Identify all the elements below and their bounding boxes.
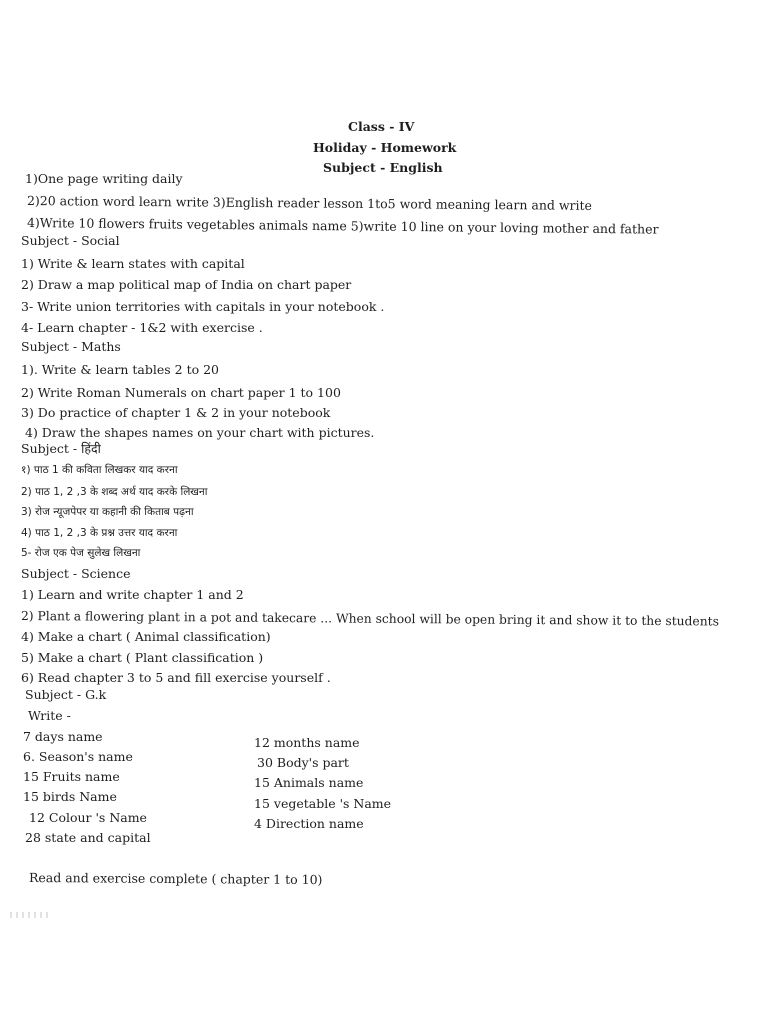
maths-item: 1). Write & learn tables 2 to 20 (21, 362, 219, 377)
footer-note: Read and exercise complete ( chapter 1 to 10) (28, 870, 323, 888)
gk-right-item: 15 vegetable 's Name (254, 796, 392, 811)
subject-hindi-heading: Subject - हिंदी (21, 441, 101, 456)
english-item: 4)Write 10 flowers fruits vegetables animals name 5)write 10 line on your loving mother and father (26, 215, 659, 237)
science-item: 4) Make a chart ( Animal classification) (21, 629, 271, 644)
science-item: 1) Learn and write chapter 1 and 2 (21, 587, 244, 602)
hindi-item: १) पाठ 1 की कविता लिखकर याद करना (21, 464, 178, 476)
gk-right-item: 30 Body's part (257, 755, 349, 770)
subject-english-heading: Subject - English (323, 160, 443, 175)
english-item: 1)One page writing daily (25, 171, 183, 186)
maths-item: 4) Draw the shapes names on your chart with pictures. (25, 425, 375, 440)
gk-right-item: 4 Direction name (254, 816, 364, 831)
hindi-item: 5- रोज एक पेज सुलेख लिखना (21, 547, 141, 559)
maths-item: 3) Do practice of chapter 1 & 2 in your notebook (21, 405, 331, 420)
gk-left-item: 28 state and capital (25, 830, 151, 845)
social-item: 3- Write union territories with capitals in your notebook . (21, 299, 385, 314)
subject-social-heading: Subject - Social (21, 233, 120, 248)
subject-maths-heading: Subject - Maths (21, 339, 121, 354)
gk-left-item: 6. Season's name (23, 749, 133, 764)
social-item: 1) Write & learn states with capital (21, 256, 245, 271)
social-item: 4- Learn chapter - 1&2 with exercise . (21, 320, 263, 335)
gk-write-label: Write - (28, 708, 71, 723)
science-item: 5) Make a chart ( Plant classification ) (21, 650, 264, 665)
hindi-item: 3) रोज न्यूजपेपर या कहानी की किताब पढ़ना (21, 506, 194, 518)
science-item: 2) Plant a flowering plant in a pot and takecare ... When school will be open bring it and show it to the students (20, 609, 719, 629)
scan-noise (10, 912, 50, 918)
hindi-item: 4) पाठ 1, 2 ,3 के प्रश्न उत्तर याद करना (21, 527, 178, 539)
hindi-item: 2) पाठ 1, 2 ,3 के शब्द अर्थ याद करके लिखना (21, 486, 208, 498)
gk-left-item: 12 Colour 's Name (29, 810, 147, 825)
class-title: Class - IV (348, 119, 415, 134)
science-item: 6) Read chapter 3 to 5 and fill exercise yourself . (21, 670, 331, 685)
gk-right-item: 15 Animals name (254, 775, 364, 790)
gk-left-item: 15 Fruits name (23, 769, 120, 784)
subject-gk-heading: Subject - G.k (25, 687, 107, 702)
page-title: Holiday - Homework (313, 140, 457, 155)
english-item: 2)20 action word learn write 3)English reader lesson 1to5 word meaning learn and write (26, 193, 593, 213)
gk-right-item: 12 months name (254, 735, 360, 750)
social-item: 2) Draw a map political map of India on chart paper (21, 277, 352, 292)
gk-left-item: 15 birds Name (23, 789, 117, 804)
subject-science-heading: Subject - Science (21, 566, 131, 581)
gk-left-item: 7 days name (23, 729, 103, 744)
maths-item: 2) Write Roman Numerals on chart paper 1 to 100 (21, 385, 341, 400)
